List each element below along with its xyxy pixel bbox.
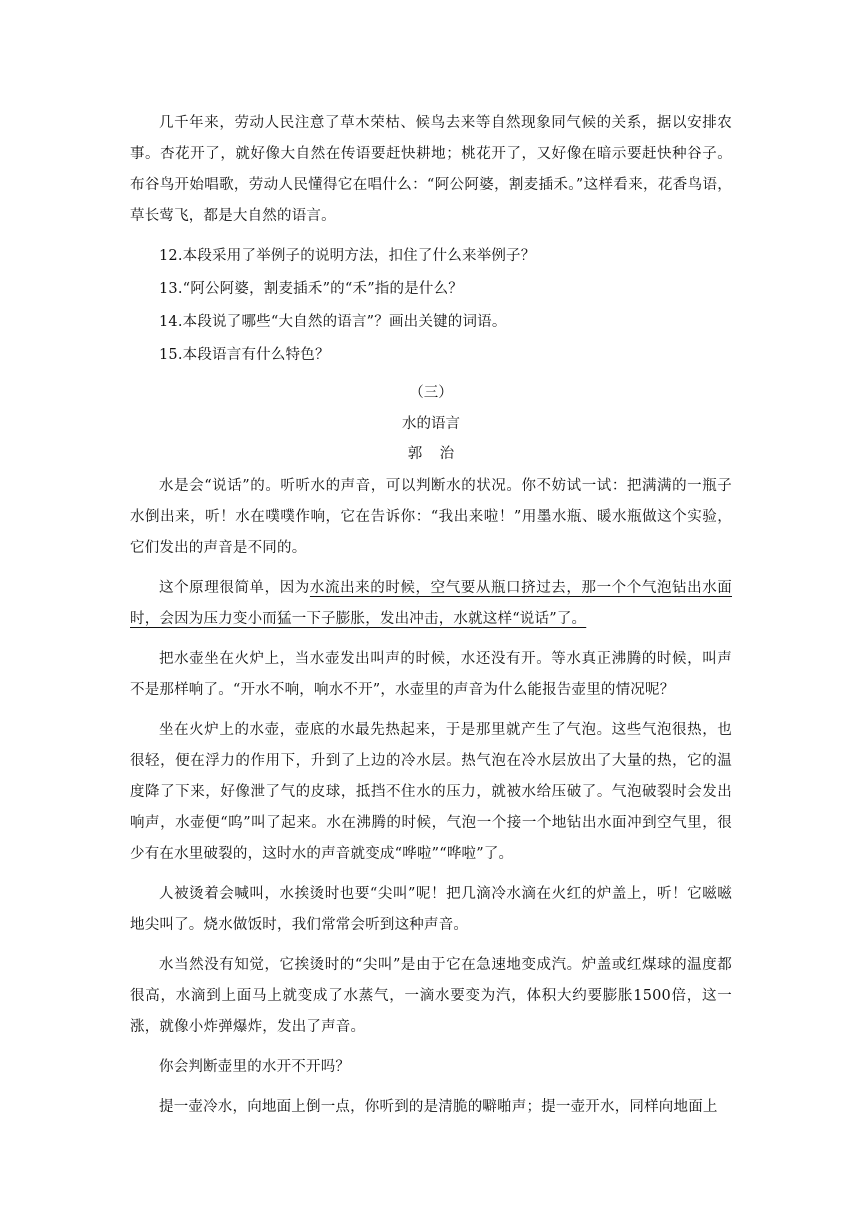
article-title: 水的语言	[402, 416, 460, 432]
article-paragraph-7: 你会判断壶里的水开不开吗？	[159, 1059, 351, 1075]
section-number: （三）	[409, 385, 453, 401]
question-15: 15.本段语言有什么特色？	[159, 347, 330, 363]
article-paragraph-1: 水是会“说话”的。听听水的声音，可以判断水的状况。你不妨试一试：把满满的一瓶子水倒出来，听！水在噗噗作响，它在告诉你：“我出来啦！”用墨水瓶、暖水瓶做这个实验，它们发出的声音是不同的。	[130, 478, 732, 556]
article-paragraph-2	[130, 573, 732, 635]
paragraph-2-lead: 这个原理很简单，因为	[159, 580, 310, 596]
intro-paragraph: 几千年来，劳动人民注意了草木荣枯、候鸟去来等自然现象同气候的关系，据以安排农事。杏花开了，就好像大自然在传语要赶快耕地；桃花开了，又好像在暗示要赶快种谷子。布谷鸟开始唱歌，劳动人民懂得它在唱什么：“阿公阿婆，割麦插禾。”这样看来，花香鸟语，草长莺飞，都是大自然的语言。	[130, 115, 732, 224]
underlined-sentence: 水流出来的时候，空气要从瓶口挤过去，那一个个气泡钻出水面时，会因为压力变小而猛一下子膨胀，发出冲击，水就这样“说话”了。	[130, 580, 732, 627]
question-14: 14.本段说了哪些“大自然的语言”？画出关键的词语。	[159, 314, 507, 330]
document-page	[130, 108, 732, 1132]
article-paragraph-3: 把水壶坐在火炉上，当水壶发出叫声的时候，水还没有开。等水真正沸腾的时候，叫声不是那样响了。“开水不响，响水不开”，水壶里的声音为什么能报告壶里的情况呢？	[130, 651, 732, 698]
question-13: 13.“阿公阿婆，割麦插禾”的“禾”指的是什么？	[159, 281, 464, 297]
article-paragraph-6: 水当然没有知觉，它挨烫时的“尖叫”是由于它在急速地变成汽。炉盖或红煤球的温度都很高，水滴到上面马上就变成了水蒸气，一滴水要变为汽，体积大约要膨胀1500倍，这一涨，就像小炸弹爆炸，发出了声音。	[130, 957, 732, 1035]
article-paragraph-5: 人被烫着会喊叫，水挨烫时也要“尖叫”呢！把几滴冷水滴在火红的炉盖上，听！它嗞嗞地尖叫了。烧水做饭时，我们常常会听到这种声音。	[130, 886, 732, 933]
article-paragraph-8: 提一壶冷水，向地面上倒一点，你听到的是清脆的噼啪声；提一壶开水，同样向地面上	[159, 1099, 718, 1115]
question-12: 12.本段采用了举例子的说明方法，扣住了什么来举例子？	[159, 248, 536, 264]
article-paragraph-4: 坐在火炉上的水壶，壶底的水最先热起来，于是那里就产生了气泡。这些气泡很热，也很轻，便在浮力的作用下，升到了上边的冷水层。热气泡在冷水层放出了大量的热，它的温度降了下来，好像泄了气的皮球，抵挡不住水的压力，就被水给压破了。气泡破裂时会发出响声，水壶便“呜”叫了起来。水在沸腾的时候，气泡一个接一个地钻出水面冲到空气里，很少有在水里破裂的，这时水的声音就变成“哗啦”“哗啦”了。	[130, 722, 732, 862]
article-author: 郭治	[407, 446, 472, 462]
